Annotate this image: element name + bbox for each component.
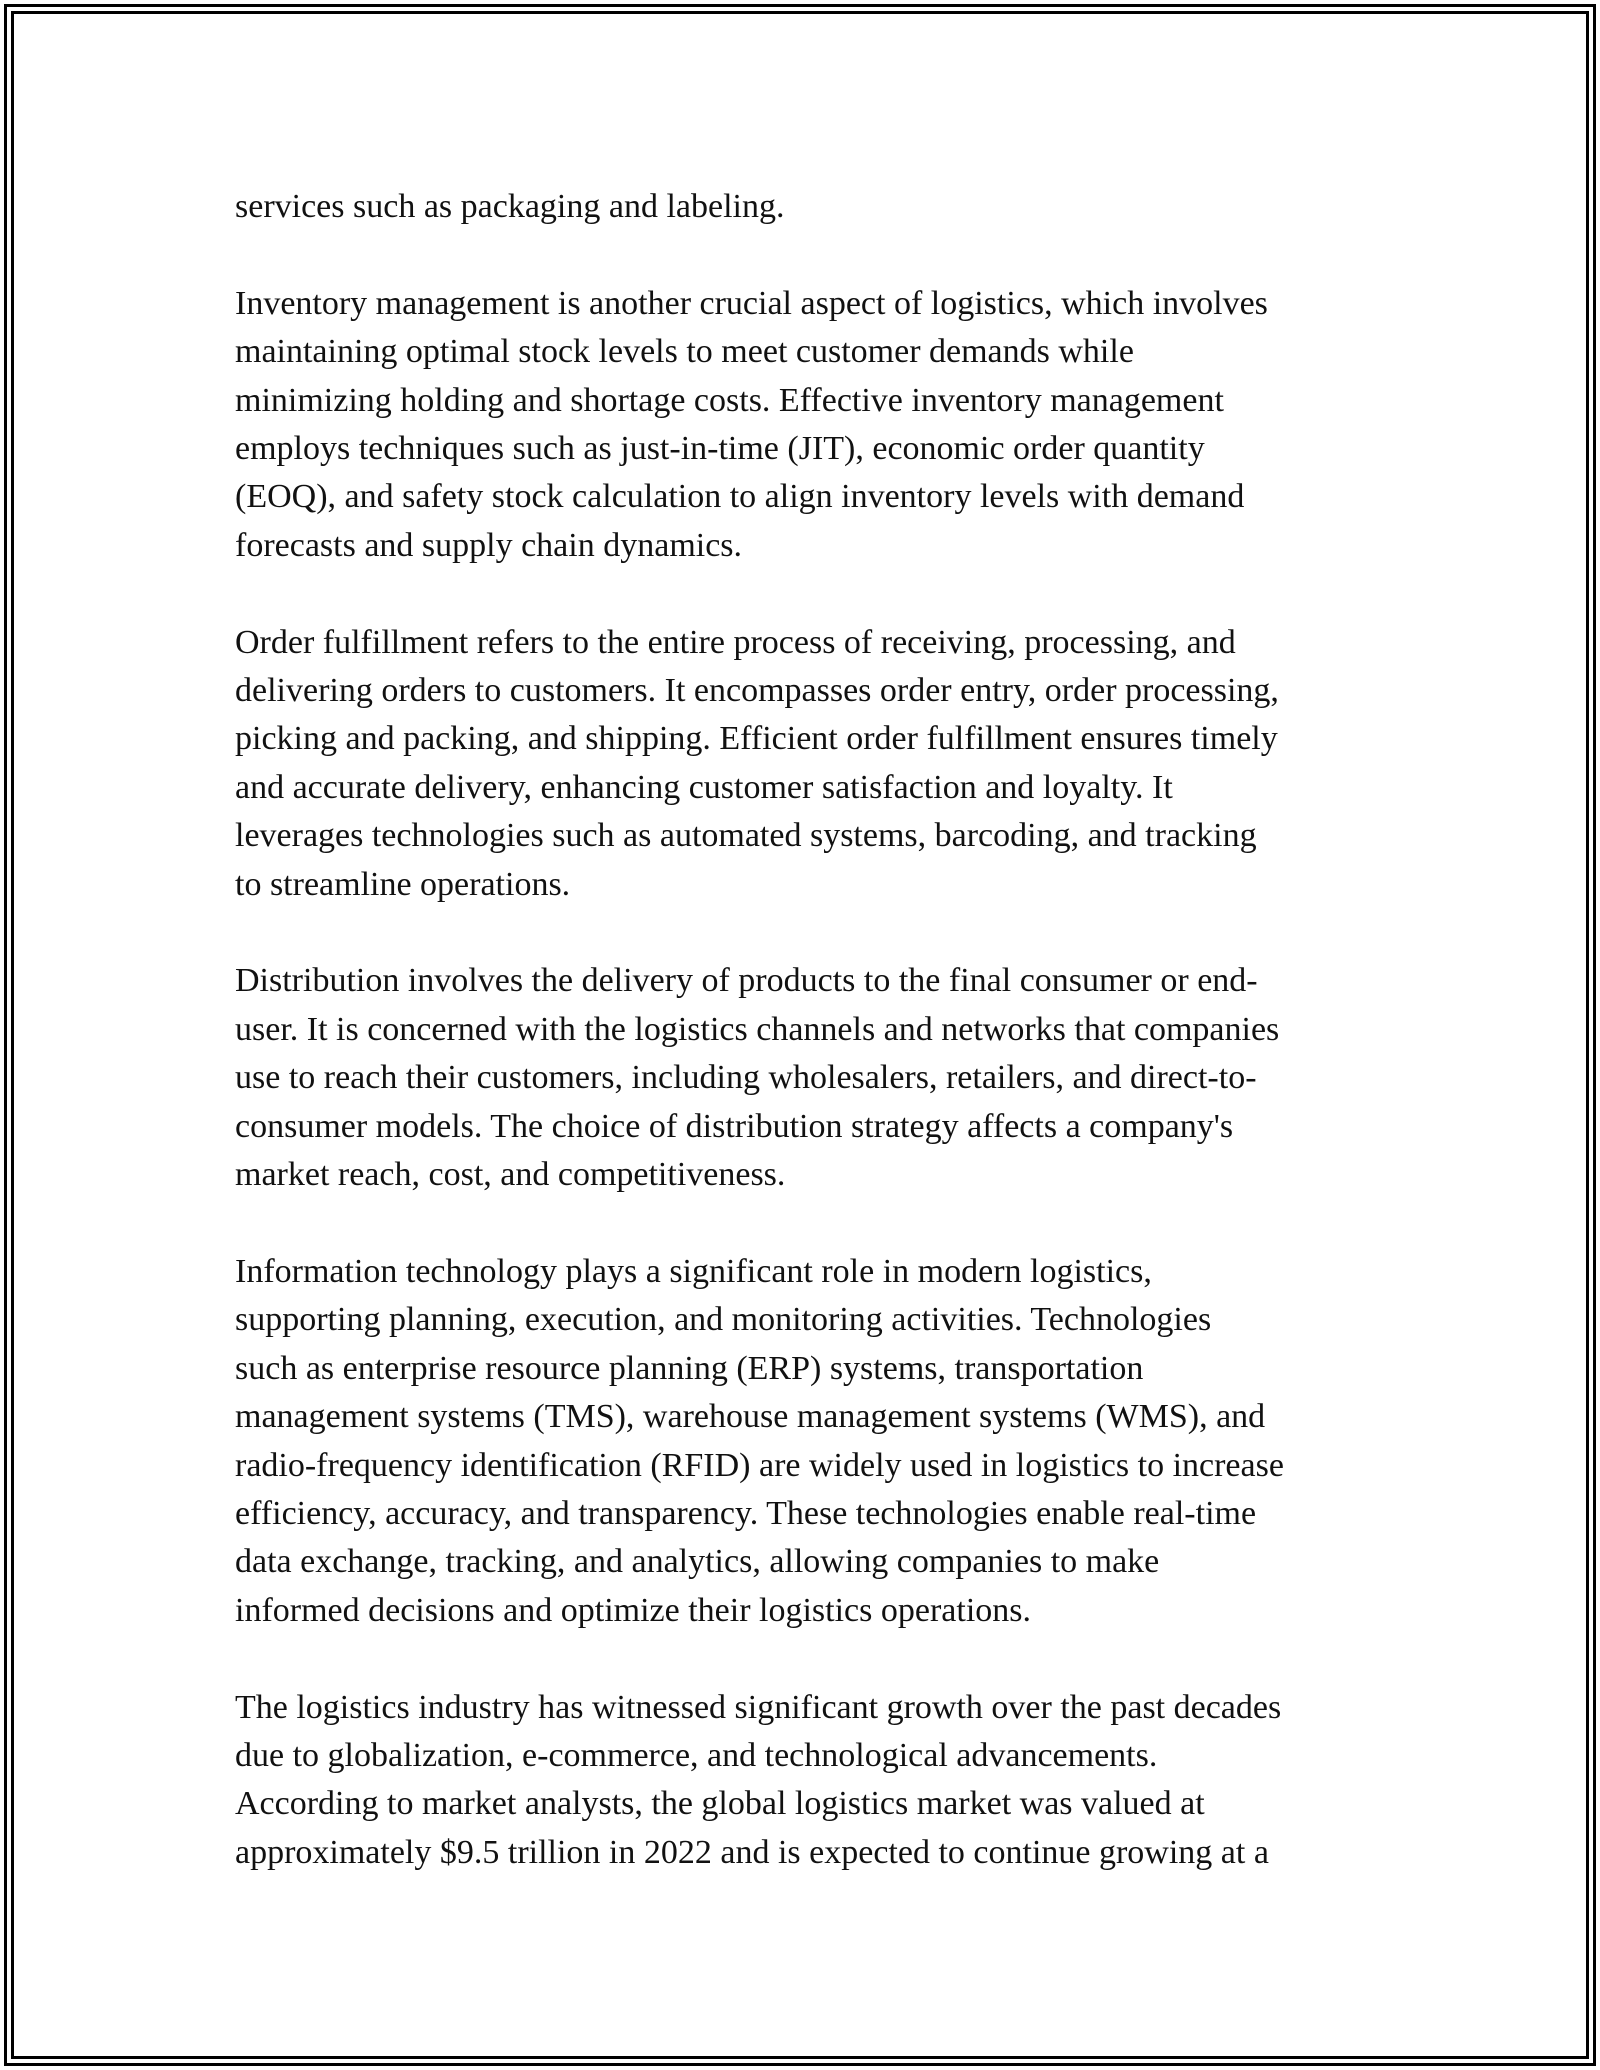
paragraph-distribution: Distribution involves the delivery of products to the final consumer or end- user. It is concerned with the logistics channels and networks that companies use to reach their customers, including wholesalers, retailers, and direct-to- consumer models. The choice of distribution strategy affects a company's market reach, cost, and competitiveness. bbox=[235, 962, 1280, 1194]
document-body bbox=[235, 183, 1370, 1926]
paragraph-packaging-continuation: services such as packaging and labeling. bbox=[235, 188, 785, 225]
paragraph-order-fulfillment: Order fulfillment refers to the entire process of receiving, processing, and delivering orders to customers. It encompasses order entry, order processing, picking and packing, and shipping. Efficient order fulfillment ensures timely and accurate delivery, enhancing customer satisfaction and loyalty. It leverages technologies such as automated systems, barcoding, and tracking to streamline operations. bbox=[235, 623, 1279, 903]
paragraph-information-technology: Information technology plays a significant role in modern logistics, supporting planning, execution, and monitoring activities. Technologies such as enterprise resource planning (ERP) systems, transportation management systems (TMS), warehouse management systems (WMS), and radio-frequency identification (RFID) are widely used in logistics to increase efficiency, accuracy, and transparency. These technologies enable real-time data exchange, tracking, and analytics, allowing companies to make informed decisions and optimize their logistics operations. bbox=[235, 1252, 1284, 1629]
paragraph-inventory-management: Inventory management is another crucial aspect of logistics, which involves maintaining optimal stock levels to meet customer demands while minimizing holding and shortage costs. Effective inventory management employs techniques such as just-in-time (JIT), economic order quantity (EOQ), and safety stock calculation to align inventory levels with demand forecasts and supply chain dynamics. bbox=[235, 284, 1268, 564]
paragraph-industry-growth: The logistics industry has witnessed significant growth over the past decades due to globalization, e-commerce, and technological advancements. According to market analysts, the global logistics market was valued at approximately $9.5 trillion in 2022 and is expected to continue growing at a bbox=[235, 1688, 1282, 1871]
